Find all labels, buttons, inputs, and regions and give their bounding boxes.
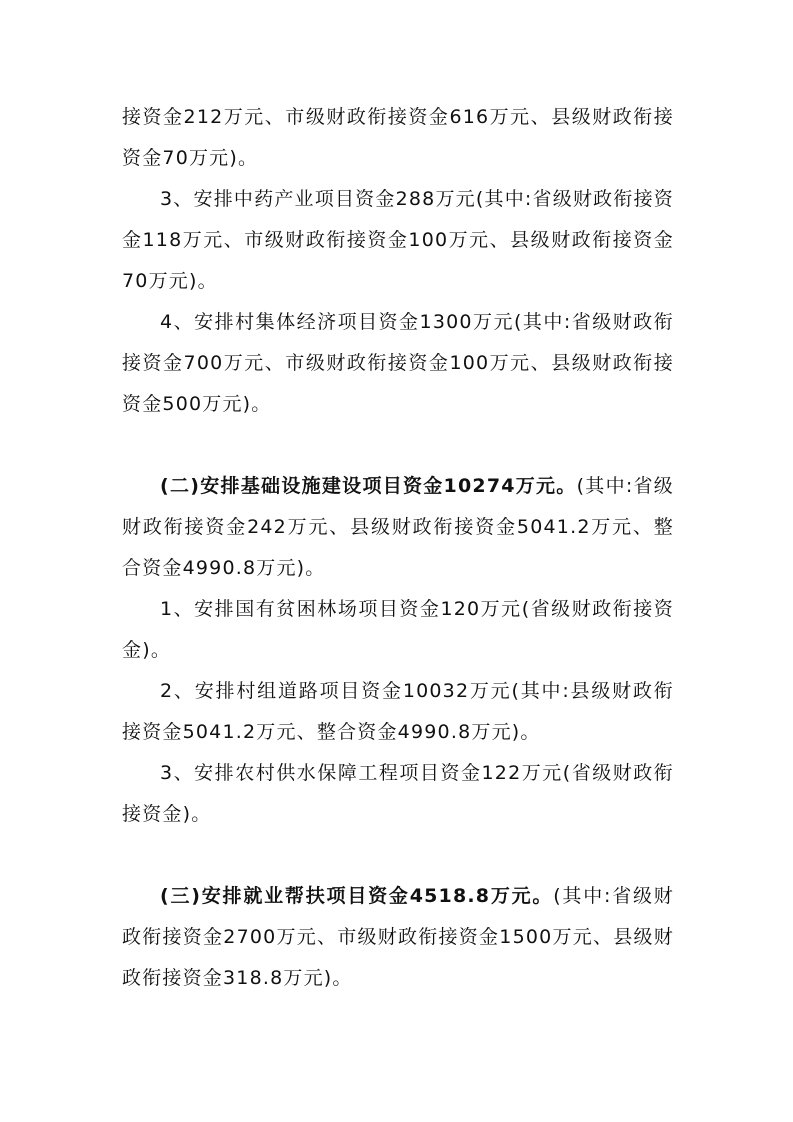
paragraph-item-3-water-supply <box>122 753 674 835</box>
paragraph-text: 1、安排国有贫困林场项目资金120万元(省级财政衔接资金)。 <box>122 598 674 661</box>
paragraph-continuation <box>122 97 674 179</box>
paragraph-text: 3、安排农村供水保障工程项目资金122万元(省级财政衔接资金)。 <box>122 762 674 825</box>
paragraph-text: 4、安排村集体经济项目资金1300万元(其中:省级财政衔接资金700万元、市级财政衔接资金100万元、县级财政衔接资金500万元)。 <box>122 311 674 415</box>
paragraph-item-3-tcm <box>122 179 674 302</box>
paragraph-text: 2、安排村组道路项目资金10032万元(其中:县级财政衔接资金5041.2万元、整合资金4990.8万元)。 <box>122 680 674 743</box>
paragraph-text: (其中:省级财政衔接资金2700万元、市级财政衔接资金1500万元、县级财政衔接资金318.8万元)。 <box>122 885 675 989</box>
section-lead: (三)安排就业帮扶项目资金4518.8万元。 <box>160 885 554 907</box>
section-lead: (二)安排基础设施建设项目资金10274万元。 <box>160 475 577 497</box>
section-heading-infrastructure <box>122 466 674 589</box>
section-heading-employment <box>122 876 674 999</box>
paragraph-item-2-village-roads <box>122 671 674 753</box>
paragraph-text: 接资金212万元、市级财政衔接资金616万元、县级财政衔接资金70万元)。 <box>122 106 674 169</box>
paragraph-text: 3、安排中药产业项目资金288万元(其中:省级财政衔接资金118万元、市级财政衔接资金100万元、县级财政衔接资金70万元)。 <box>122 188 674 292</box>
paragraph-item-1-forest-farm <box>122 589 674 671</box>
paragraph-item-4-collective-economy <box>122 302 674 425</box>
paragraph-text: (其中:省级财政衔接资金242万元、县级财政衔接资金5041.2万元、整合资金4990.8万元)。 <box>122 475 675 579</box>
